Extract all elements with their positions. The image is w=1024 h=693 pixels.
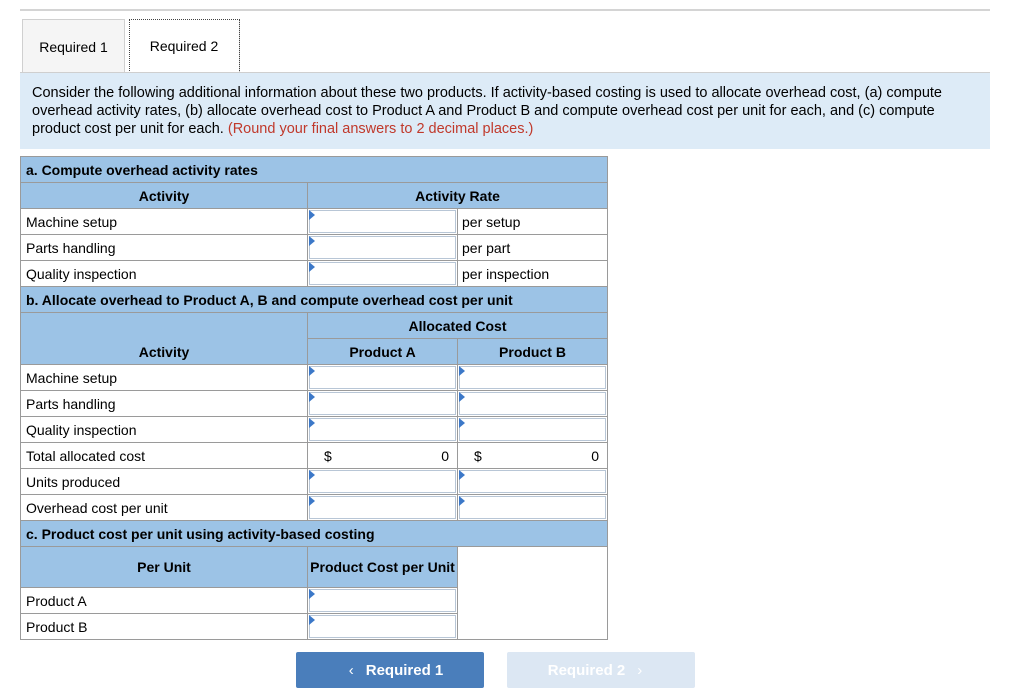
units-produced-label: Units produced <box>20 468 308 495</box>
section-b-row-label: Parts handling <box>20 390 308 417</box>
section-b-title: b. Allocate overhead to Product A, B and compute overhead cost per unit <box>20 286 608 313</box>
overhead-per-unit-product-a-input[interactable] <box>307 494 458 521</box>
section-c-row-label: Product B <box>20 613 308 640</box>
previous-required-button[interactable] <box>296 652 484 688</box>
units-produced-product-a-input[interactable] <box>307 468 458 495</box>
section-b-row-label: Machine setup <box>20 364 308 391</box>
currency-symbol: $ <box>474 447 482 464</box>
top-divider <box>20 9 990 11</box>
overhead-per-unit-label: Overhead cost per unit <box>20 494 308 521</box>
section-a-title: a. Compute overhead activity rates <box>20 156 608 183</box>
machine-setup-product-b-input[interactable] <box>457 364 608 391</box>
section-a-activity-header: Activity <box>20 182 308 209</box>
product-cost-per-unit-header: Product Cost per Unit <box>307 546 458 588</box>
machine-setup-rate-input[interactable] <box>307 208 458 235</box>
section-b-activity-header: Activity <box>20 312 308 365</box>
section-c-empty-cell <box>457 546 608 640</box>
units-produced-product-b-input[interactable] <box>457 468 608 495</box>
section-c-title: c. Product cost per unit using activity-based costing <box>20 520 608 547</box>
section-a-row-unit: per part <box>457 234 608 261</box>
section-a-row-unit: per inspection <box>457 260 608 287</box>
section-b-row-label: Quality inspection <box>20 416 308 443</box>
product-a-header: Product A <box>307 338 458 365</box>
total-allocated-product-b <box>457 442 608 469</box>
overhead-per-unit-product-b-input[interactable] <box>457 494 608 521</box>
instructions-text: Consider the following additional information about these two products. If activity-based costing is used to allocate overhead cost, (a) compute overhead activity rates, (b) allocate overhead cost to Product A and Product B and compute overhead cost per unit for each, and (c) compute product cost per unit for each. <box>32 85 942 137</box>
section-c-row-label: Product A <box>20 587 308 614</box>
total-a-value: 0 <box>441 447 449 464</box>
total-allocated-label: Total allocated cost <box>20 442 308 469</box>
machine-setup-product-a-input[interactable] <box>307 364 458 391</box>
quality-inspection-rate-input[interactable] <box>307 260 458 287</box>
currency-symbol: $ <box>324 447 332 464</box>
tab-required-2-label: Required 2 <box>149 38 219 54</box>
parts-handling-rate-input[interactable] <box>307 234 458 261</box>
rounding-note: (Round your final answers to 2 decimal places.) <box>227 121 534 137</box>
parts-handling-product-b-input[interactable] <box>457 390 608 417</box>
tab-required-1[interactable]: Required 1 <box>22 19 125 73</box>
total-allocated-product-a <box>307 442 458 469</box>
chevron-right-icon: › <box>637 661 643 679</box>
instructions-panel <box>20 73 990 149</box>
section-a-rate-header: Activity Rate <box>307 182 608 209</box>
previous-button-label: Required 1 <box>365 661 444 679</box>
product-a-cost-per-unit-input[interactable] <box>307 587 458 614</box>
answer-grid <box>20 156 608 640</box>
product-b-header: Product B <box>457 338 608 365</box>
allocated-cost-header: Allocated Cost <box>307 312 608 339</box>
parts-handling-product-a-input[interactable] <box>307 390 458 417</box>
next-button-label: Required 2 <box>547 661 626 679</box>
section-a-row-label: Parts handling <box>20 234 308 261</box>
chevron-left-icon: ‹ <box>348 661 354 679</box>
total-b-value: 0 <box>591 447 599 464</box>
tab-required-2[interactable] <box>129 19 240 73</box>
section-a-row-label: Machine setup <box>20 208 308 235</box>
next-required-button[interactable] <box>507 652 695 688</box>
quality-inspection-product-a-input[interactable] <box>307 416 458 443</box>
section-a-row-unit: per setup <box>457 208 608 235</box>
per-unit-header: Per Unit <box>20 546 308 588</box>
section-a-row-label: Quality inspection <box>20 260 308 287</box>
quality-inspection-product-b-input[interactable] <box>457 416 608 443</box>
tab-bar <box>22 19 240 73</box>
product-b-cost-per-unit-input[interactable] <box>307 613 458 640</box>
